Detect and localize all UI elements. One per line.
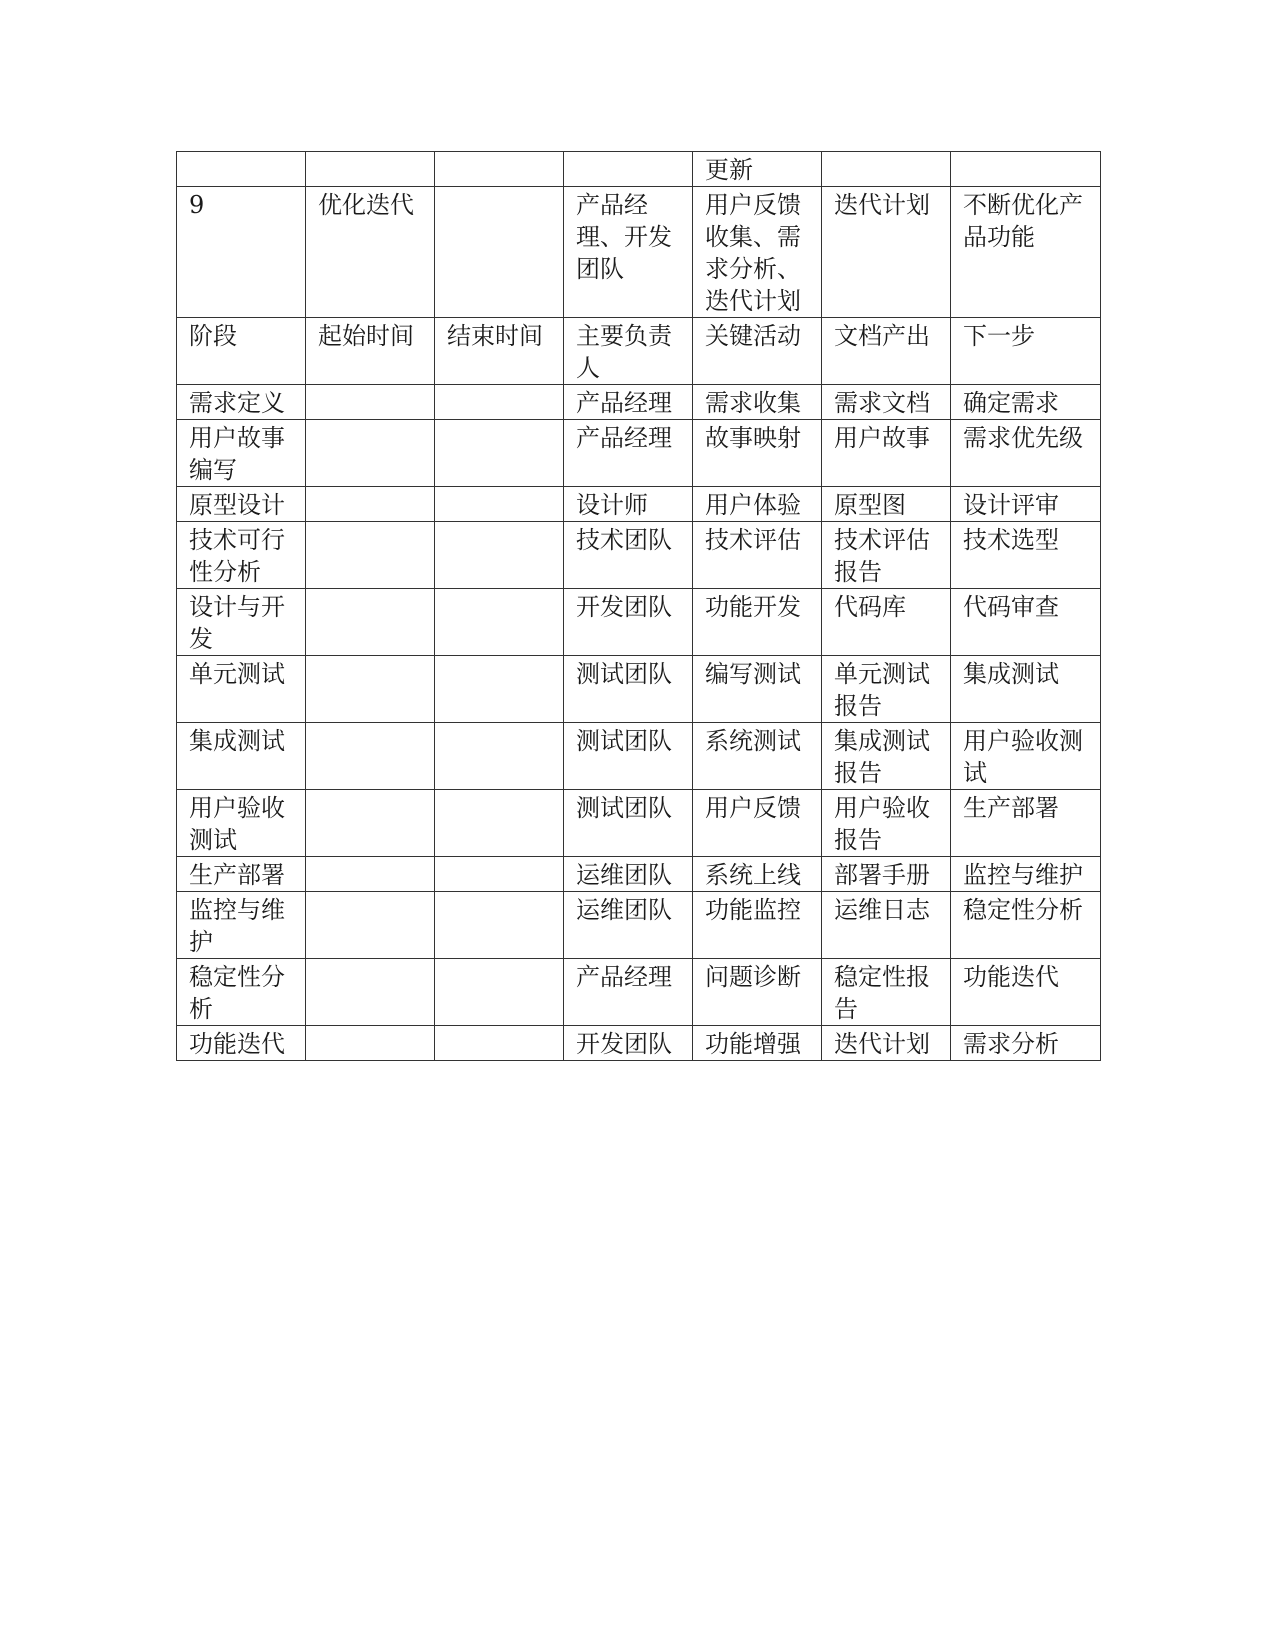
table-cell: 产品经理、开发团队 (564, 187, 693, 318)
table-row (177, 790, 1101, 857)
table-cell: 功能迭代 (177, 1026, 306, 1061)
table-cell: 系统测试 (693, 723, 822, 790)
table-cell: 设计师 (564, 487, 693, 522)
table-cell: 集成测试 (177, 723, 306, 790)
table-cell (435, 522, 564, 589)
table-cell: 需求文档 (822, 385, 951, 420)
table-cell (435, 790, 564, 857)
table-cell: 迭代计划 (822, 187, 951, 318)
table-cell: 设计评审 (951, 487, 1101, 522)
table-row (177, 1026, 1101, 1061)
table-cell: 文档产出 (822, 318, 951, 385)
table-cell: 系统上线 (693, 857, 822, 892)
table-cell: 技术选型 (951, 522, 1101, 589)
table-cell (306, 487, 435, 522)
table-cell: 需求定义 (177, 385, 306, 420)
table-cell (177, 152, 306, 187)
table-cell: 集成测试报告 (822, 723, 951, 790)
table-cell: 产品经理 (564, 959, 693, 1026)
table-cell: 代码库 (822, 589, 951, 656)
table-cell: 9 (177, 187, 306, 318)
table-cell: 迭代计划 (822, 1026, 951, 1061)
table-cell: 单元测试报告 (822, 656, 951, 723)
table-row (177, 892, 1101, 959)
table-cell: 原型图 (822, 487, 951, 522)
table-cell: 运维团队 (564, 857, 693, 892)
table-cell: 需求收集 (693, 385, 822, 420)
table-cell: 功能监控 (693, 892, 822, 959)
table-cell: 更新 (693, 152, 822, 187)
table-cell (435, 589, 564, 656)
table-cell (435, 1026, 564, 1061)
table-cell: 单元测试 (177, 656, 306, 723)
table-cell (435, 723, 564, 790)
table-cell: 技术可行性分析 (177, 522, 306, 589)
table-cell (306, 959, 435, 1026)
table-cell (306, 589, 435, 656)
table-cell (435, 487, 564, 522)
table-cell (564, 152, 693, 187)
table-cell (435, 857, 564, 892)
table-cell (306, 656, 435, 723)
table-cell: 生产部署 (951, 790, 1101, 857)
table-cell: 监控与维护 (177, 892, 306, 959)
table-cell (306, 723, 435, 790)
table-cell (822, 152, 951, 187)
table-cell: 用户体验 (693, 487, 822, 522)
table-cell: 故事映射 (693, 420, 822, 487)
table-cell (306, 857, 435, 892)
table-cell: 下一步 (951, 318, 1101, 385)
table-cell: 用户验收测试 (177, 790, 306, 857)
table-cell: 用户故事编写 (177, 420, 306, 487)
table-cell: 不断优化产品功能 (951, 187, 1101, 318)
table-cell: 结束时间 (435, 318, 564, 385)
table-cell (435, 187, 564, 318)
table-cell: 稳定性报告 (822, 959, 951, 1026)
table-cell: 编写测试 (693, 656, 822, 723)
table-cell (306, 790, 435, 857)
table-cell: 需求分析 (951, 1026, 1101, 1061)
table-cell: 主要负责人 (564, 318, 693, 385)
table-cell: 技术评估报告 (822, 522, 951, 589)
table-cell: 运维团队 (564, 892, 693, 959)
table-row (177, 656, 1101, 723)
table-cell (306, 1026, 435, 1061)
table-cell: 用户反馈 (693, 790, 822, 857)
table-cell: 部署手册 (822, 857, 951, 892)
table-cell: 问题诊断 (693, 959, 822, 1026)
table-row (177, 385, 1101, 420)
table-cell: 集成测试 (951, 656, 1101, 723)
table-cell: 测试团队 (564, 656, 693, 723)
table-cell (435, 959, 564, 1026)
table-row (177, 152, 1101, 187)
table-cell: 关键活动 (693, 318, 822, 385)
table-cell: 代码审查 (951, 589, 1101, 656)
table-header-row (177, 318, 1101, 385)
table-body (177, 152, 1101, 1061)
table-cell: 运维日志 (822, 892, 951, 959)
table-cell: 稳定性分析 (951, 892, 1101, 959)
table-cell (306, 152, 435, 187)
table-cell: 优化迭代 (306, 187, 435, 318)
table-row (177, 589, 1101, 656)
table-cell: 产品经理 (564, 385, 693, 420)
table-row (177, 959, 1101, 1026)
table-cell: 确定需求 (951, 385, 1101, 420)
table-cell: 设计与开发 (177, 589, 306, 656)
table-cell (306, 522, 435, 589)
table-cell (306, 385, 435, 420)
table-cell: 起始时间 (306, 318, 435, 385)
table-cell: 用户反馈收集、需求分析、迭代计划 (693, 187, 822, 318)
table-cell: 需求优先级 (951, 420, 1101, 487)
table-cell: 技术团队 (564, 522, 693, 589)
table-row (177, 187, 1101, 318)
table-row (177, 723, 1101, 790)
table-cell (435, 152, 564, 187)
table-cell: 阶段 (177, 318, 306, 385)
table-cell: 用户验收报告 (822, 790, 951, 857)
table-cell: 稳定性分析 (177, 959, 306, 1026)
table-cell (951, 152, 1101, 187)
table-cell: 技术评估 (693, 522, 822, 589)
table-cell: 原型设计 (177, 487, 306, 522)
table-cell (435, 892, 564, 959)
table-cell: 监控与维护 (951, 857, 1101, 892)
table-cell: 测试团队 (564, 723, 693, 790)
table-cell: 开发团队 (564, 589, 693, 656)
table-cell: 用户验收测试 (951, 723, 1101, 790)
project-phase-table (176, 151, 1101, 1061)
table-row (177, 522, 1101, 589)
table-cell: 用户故事 (822, 420, 951, 487)
table-cell: 功能迭代 (951, 959, 1101, 1026)
table-row (177, 420, 1101, 487)
table-row (177, 857, 1101, 892)
table-cell: 测试团队 (564, 790, 693, 857)
table-cell (435, 385, 564, 420)
table-cell (306, 420, 435, 487)
table-cell (435, 420, 564, 487)
table-cell: 生产部署 (177, 857, 306, 892)
table-row (177, 487, 1101, 522)
table-cell: 功能开发 (693, 589, 822, 656)
table-cell: 产品经理 (564, 420, 693, 487)
table-cell (306, 892, 435, 959)
table-cell (435, 656, 564, 723)
table-cell: 功能增强 (693, 1026, 822, 1061)
table-cell: 开发团队 (564, 1026, 693, 1061)
